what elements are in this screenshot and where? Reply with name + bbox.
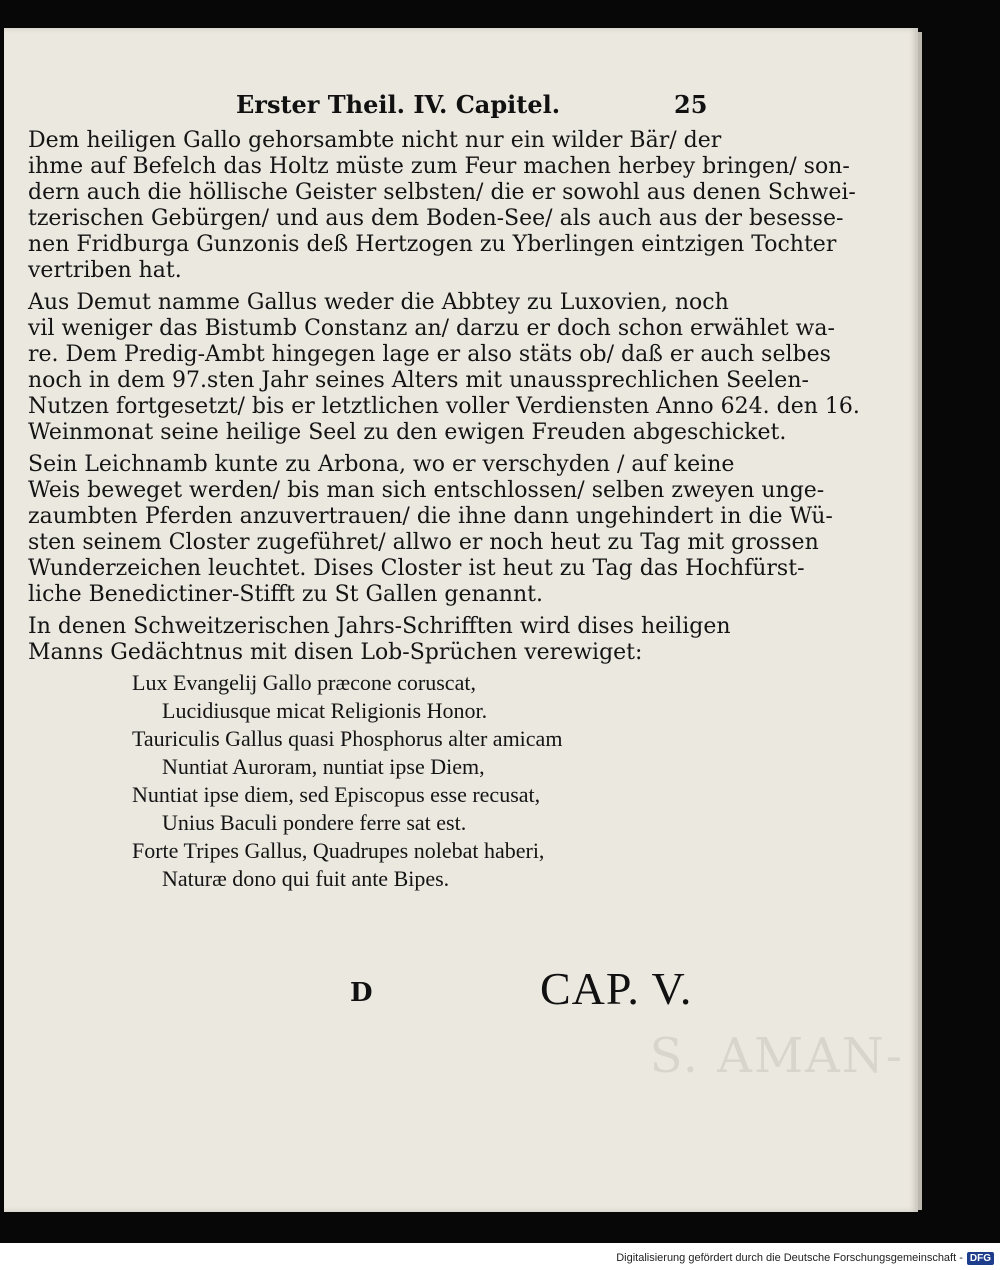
text-line: liche Benedictiner-Stifft zu St Gallen genannt.	[28, 582, 543, 607]
verse-line: Unius Baculi pondere ferre sat est.	[162, 810, 467, 835]
bleed-through-text: S. AMAN-	[649, 1028, 904, 1084]
running-head: Erster Theil. IV. Capitel.	[236, 90, 561, 119]
verse-line: Lux Evangelij Gallo præcone coruscat,	[132, 670, 476, 695]
text-line: zaumbten Pferden anzuvertrauen/ die ihne dann ungehindert in die Wü-	[28, 504, 833, 529]
text-line: In denen Schweitzerischen Jahrs-Schrifften wird dises heiligen	[28, 614, 731, 639]
text-line: sten seinem Closter zugeführet/ allwo er noch heut zu Tag mit grossen	[28, 530, 819, 555]
text-line: Manns Gedächtnus mit disen Lob-Sprüchen verewiget:	[28, 640, 643, 665]
text-line: re. Dem Predig-Ambt hingegen lage er also stäts ob/ daß er auch selbes	[28, 342, 831, 367]
verse-line: Nuntiat Auroram, nuntiat ipse Diem,	[162, 754, 485, 779]
text-line: Dem heiligen Gallo gehorsambte nicht nur ein wilder Bär/ der	[28, 128, 722, 153]
text-line: Sein Leichnamb kunte zu Arbona, wo er verschyden / auf keine	[28, 452, 735, 477]
verse-line: Tauriculis Gallus quasi Phosphorus alter amicam	[132, 726, 563, 751]
text-line: vil weniger das Bistumb Constanz an/ darzu er doch schon erwählet wa-	[28, 316, 835, 341]
page-number: 25	[674, 90, 708, 119]
dfg-logo[interactable]: DFG	[967, 1252, 994, 1265]
text-line: dern auch die höllische Geister selbsten/ die er sowohl aus denen Schwei-	[28, 180, 856, 205]
text-line: nen Fridburga Gunzonis deß Hertzogen zu Yberlingen eintzigen Tochter	[28, 232, 837, 257]
verse-line: Lucidiusque micat Religionis Honor.	[162, 698, 488, 723]
text-line: noch in dem 97.sten Jahr seines Alters mit unaussprechlichen Seelen-	[28, 368, 809, 393]
verse-line: Naturæ dono qui fuit ante Bipes.	[162, 866, 450, 891]
page-edge	[918, 32, 922, 1210]
footer-text: Digitalisierung gefördert durch die Deutsche Forschungsgemeinschaft -	[616, 1252, 963, 1264]
next-chapter-heading: CAP. V.	[540, 963, 693, 1014]
book-page	[4, 28, 918, 1212]
verse-line: Nuntiat ipse diem, sed Episcopus esse recusat,	[132, 782, 541, 807]
footer-credit	[616, 1250, 994, 1266]
text-line: Nutzen fortgesetzt/ bis er letztlichen voller Verdiensten Anno 624. den 16.	[28, 394, 860, 419]
catchword: D	[350, 978, 373, 1008]
text-line: Wunderzeichen leuchtet. Dises Closter ist heut zu Tag das Hochfürst-	[28, 556, 805, 581]
text-line: Weinmonat seine heilige Seel zu den ewigen Freuden abgeschicket.	[28, 420, 787, 445]
text-line: Aus Demut namme Gallus weder die Abbtey zu Luxovien, noch	[28, 290, 729, 315]
text-line: ihme auf Befelch das Holtz müste zum Feur machen herbey bringen/ son-	[28, 154, 850, 179]
text-line: Weis beweget werden/ bis man sich entschlossen/ selben zweyen unge-	[28, 478, 825, 503]
verse-line: Forte Tripes Gallus, Quadrupes nolebat haberi,	[132, 838, 545, 863]
text-line: vertriben hat.	[28, 258, 182, 283]
text-line: tzerischen Gebürgen/ und aus dem Boden-See/ als auch aus der besesse-	[28, 206, 844, 231]
